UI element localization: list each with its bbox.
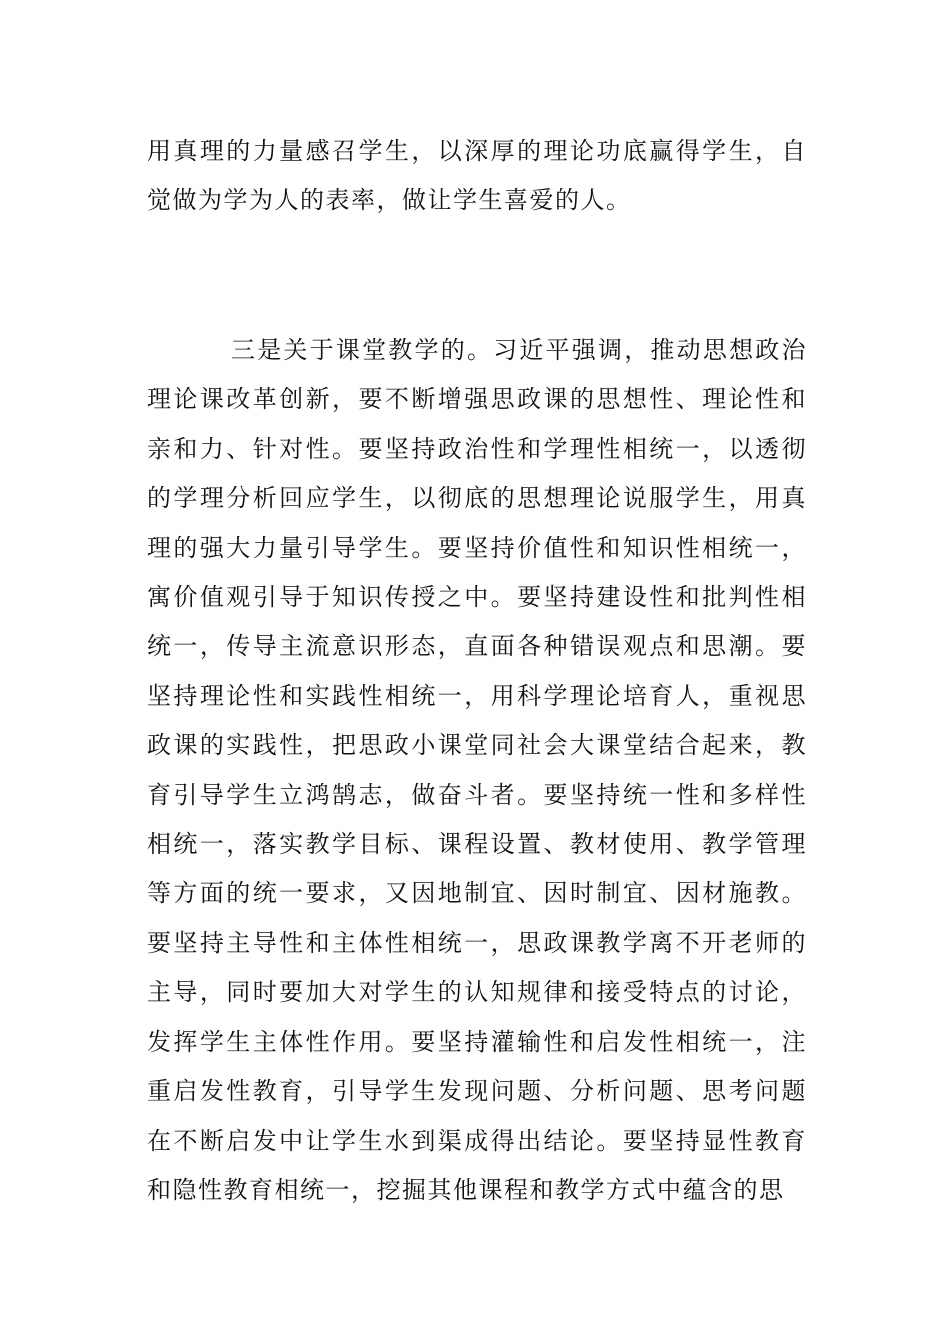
paragraph-continuation: 用真理的力量感召学生，以深厚的理论功底赢得学生，自觉做为学为人的表率，做让学生喜爱的人。 [147,137,807,215]
paragraph-classroom-teaching: 三是关于课堂教学的。习近平强调，推动思想政治理论课改革创新，要不断增强思政课的思想性、理论性和亲和力、针对性。要坚持政治性和学理性相统一，以透彻的学理分析回应学生，以彻底的思想理论说服学生，用真理的强大力量引导学生。要坚持价值性和知识性相统一，寓价值观引导于知识传授之中。要坚持建设性和批判性相统一，传导主流意识形态，直面各种错误观点和思潮。要坚持理论性和实践性相统一，用科学理论培育人，重视思政课的实践性，把思政小课堂同社会大课堂结合起来，教育引导学生立鸿鹄志，做奋斗者。要坚持统一性和多样性相统一，落实教学目标、课程设置、教材使用、教学管理等方面的统一要求，又因地制宜、因时制宜、因材施教。要坚持主导性和主体性相统一，思政课教学离不开老师的主导，同时要加大对学生的认知规律和接受特点的讨论，发挥学生主体性作用。要坚持灌输性和启发性相统一，注重启发性教育，引导学生发现问题、分析问题、思考问题在不断启发中让学生水到渠成得出结论。要坚持显性教育和隐性教育相统一，挖掘其他课程和教学方式中蕴含的思 [147,336,807,1204]
